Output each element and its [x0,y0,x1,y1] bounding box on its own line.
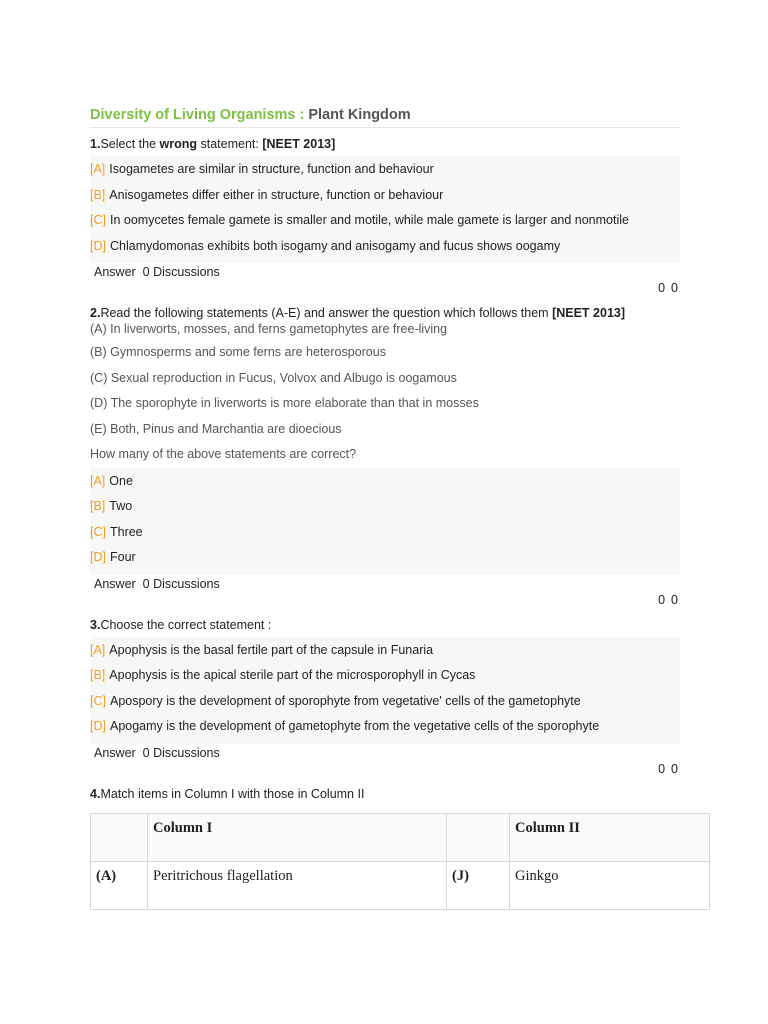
option-key: [D] [90,719,106,733]
question-number: 1. [90,137,101,151]
options-list [90,156,680,263]
match-table [90,813,710,910]
option-a[interactable] [90,638,680,664]
option-text: Isogametes are similar in structure, function and behaviour [109,162,434,176]
option-d[interactable] [90,714,680,740]
question-3 [90,616,680,777]
upvote-count[interactable]: 0 [658,592,666,607]
answer-link[interactable]: Answer [94,576,136,591]
option-key: [B] [90,187,106,202]
question-number: 4. [90,786,101,801]
statement-c: (C) Sexual reproduction in Fucus, Volvox and Albugo is oogamous [90,370,457,385]
option-b[interactable] [90,663,680,689]
option-key: [A] [90,642,106,657]
discussions-link[interactable]: 0 Discussions [142,745,220,760]
table-header-cell: Column I [148,813,447,861]
exam-tag: [NEET 2013] [552,306,626,320]
table-cell: (J) [447,861,510,909]
question-text: 4.Match items in Column I with those in Column II [90,786,365,801]
option-key: [D] [90,550,106,564]
option-text: Four [109,550,136,564]
answer-bar [90,576,680,592]
option-b[interactable] [90,494,680,520]
exam-tag: [NEET 2013] [262,137,336,151]
options-list [90,637,680,744]
answer-bar [90,264,680,280]
question-2 [90,304,680,608]
option-key: [C] [90,213,106,227]
option-text: Two [109,499,133,513]
downvote-count[interactable]: 0 [671,761,678,776]
vote-counts [90,761,680,777]
option-text: Apophysis is the apical sterile part of the microsporophyll in Cycas [109,668,476,682]
upvote-count[interactable]: 0 [658,281,666,295]
table-header-row [91,813,710,861]
option-text: Anisogametes differ either in structure, function or behaviour [109,187,444,202]
question-text: 2.Read the following statements (A-E) and answer the question which follows them [NEET 2013] [90,306,626,320]
option-text: Apospory is the development of sporophyte from vegetative' cells of the gametophyte [109,693,581,708]
option-text: Apophysis is the basal fertile part of the capsule in Funaria [109,642,434,657]
discussions-link[interactable]: 0 Discussions [142,265,220,279]
table-header-cell [447,813,510,861]
option-a[interactable] [90,157,680,183]
statement-question: How many of the above statements are correct? [90,447,357,461]
statement-e: (E) Both, Pinus and Marchantia are dioecious [90,421,342,436]
vote-counts [90,592,680,608]
page-heading [90,104,680,128]
option-a[interactable] [90,469,680,495]
table-cell: Peritrichous flagellation [148,861,447,909]
option-c[interactable] [90,208,680,234]
question-number: 3. [90,617,101,632]
answer-link[interactable]: Answer [94,265,136,279]
table-header-cell [91,813,148,861]
emphasis: wrong [159,137,198,151]
option-c[interactable] [90,689,680,715]
option-key: [D] [90,238,106,253]
table-cell: Ginkgo [510,861,710,909]
discussions-link[interactable]: 0 Discussions [142,576,220,591]
table-row [91,861,710,909]
option-key: [A] [90,162,106,176]
subject-title: Diversity of Living Organisms : [90,107,309,123]
option-text: In oomycetes female gamete is smaller and motile, while male gamete is larger and nonmotile [109,213,629,227]
table-cell: (A) [91,861,148,909]
upvote-count[interactable]: 0 [658,761,666,776]
answer-bar [90,745,680,761]
question-page [90,104,680,918]
statement-b: (B) Gymnosperms and some ferns are heterosporous [90,345,386,359]
chapter-title: Plant Kingdom [308,107,411,123]
option-d[interactable] [90,545,680,571]
downvote-count[interactable]: 0 [671,592,678,607]
option-key: [B] [90,668,106,682]
option-text: Chlamydomonas exhibits both isogamy and anisogamy and fucus shows oogamy [109,238,561,253]
question-4 [90,785,680,910]
option-text: Three [109,524,143,539]
option-text: One [109,473,133,488]
option-d[interactable] [90,234,680,260]
answer-link[interactable]: Answer [94,745,136,760]
question-text: 1.Select the wrong statement: [NEET 2013] [90,137,336,151]
question-number: 2. [90,306,101,320]
option-b[interactable] [90,183,680,209]
option-text: Apogamy is the development of gametophyte from the vegetative cells of the sporophyte [109,719,600,733]
statement-a: (A) In liverworts, mosses, and ferns gametophytes are free-living [90,322,448,336]
vote-counts [90,280,680,296]
statement-d: (D) The sporophyte in liverworts is more elaborate than that in mosses [90,396,479,410]
question-text: 3.Choose the correct statement : [90,617,272,632]
option-key: [C] [90,524,106,539]
question-1 [90,135,680,296]
option-key: [C] [90,693,106,708]
table-header-cell: Column II [510,813,710,861]
option-key: [A] [90,473,106,488]
downvote-count[interactable]: 0 [671,281,678,295]
option-c[interactable] [90,520,680,546]
option-key: [B] [90,499,106,513]
options-list [90,468,680,575]
